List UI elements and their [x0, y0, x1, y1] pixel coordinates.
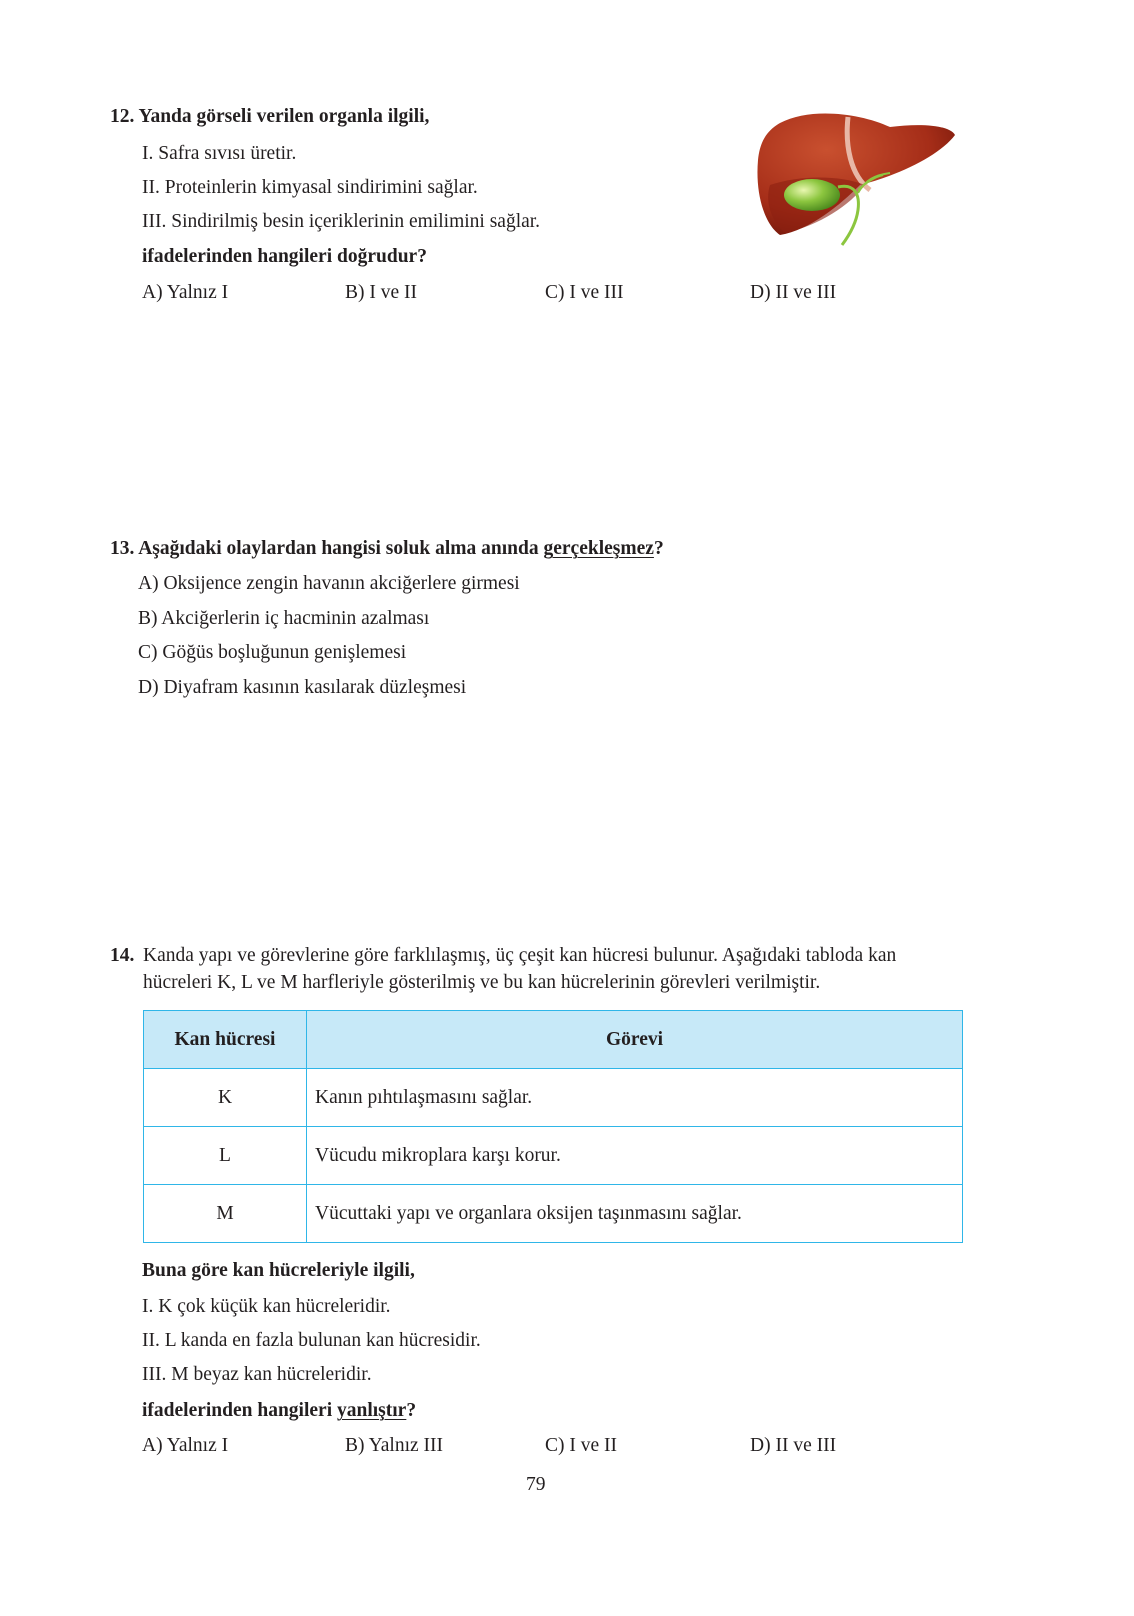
- header-cell-type: Kan hücresi: [144, 1011, 307, 1069]
- blood-cell-table: [143, 1010, 963, 1243]
- q12-option-c[interactable]: C) I ve III: [545, 282, 624, 303]
- table-row: [144, 1185, 963, 1243]
- liver-illustration: [750, 105, 965, 250]
- q13-stem-text: Aşağıdaki olaylardan hangisi soluk alma anında: [138, 538, 544, 559]
- q14-option-d[interactable]: D) II ve III: [750, 1435, 837, 1456]
- q13-option-b[interactable]: B) Akciğerlerin iç hacminin azalması: [138, 608, 430, 629]
- q12-option-b[interactable]: B) I ve II: [345, 282, 418, 303]
- q13-stem: [110, 537, 664, 561]
- q14-number: 14.: [110, 945, 135, 966]
- cell-function: Vücuttaki yapı ve organlara oksijen taşınmasını sağlar.: [307, 1185, 963, 1243]
- q13-number: 13.: [110, 538, 135, 559]
- q13-stem-emphasis: gerçekleşmez: [543, 538, 654, 559]
- page-number: 79: [526, 1474, 546, 1495]
- q14-question-emphasis: yanlıştır: [337, 1400, 407, 1421]
- q14-intro-line2: hücreleri K, L ve M harfleriyle gösterilmiş ve bu kan hücrelerinin görevleri verilmiştir.: [143, 972, 821, 993]
- q14-question-text: ifadelerinden hangileri: [142, 1400, 337, 1421]
- header-cell-function: Görevi: [307, 1011, 963, 1069]
- q13-option-d[interactable]: D) Diyafram kasının kasılarak düzleşmesi: [138, 677, 467, 698]
- q12-stem: [110, 105, 429, 129]
- cell-function: Vücudu mikroplara karşı korur.: [307, 1127, 963, 1185]
- cell-letter: K: [144, 1069, 307, 1127]
- table-row: [144, 1069, 963, 1127]
- q14-option-a[interactable]: A) Yalnız I: [142, 1435, 229, 1456]
- cell-letter: M: [144, 1185, 307, 1243]
- cell-function: Kanın pıhtılaşmasını sağlar.: [307, 1069, 963, 1127]
- q14-option-c[interactable]: C) I ve II: [545, 1435, 618, 1456]
- q14-statement-1: I. K çok küçük kan hücreleridir.: [142, 1296, 391, 1317]
- q14-question: [142, 1399, 416, 1423]
- q12-number: 12.: [110, 106, 135, 127]
- q14-option-b[interactable]: B) Yalnız III: [345, 1435, 444, 1456]
- q12-statement-2: II. Proteinlerin kimyasal sindirimini sağlar.: [142, 177, 478, 198]
- q12-stem-text: Yanda görseli verilen organla ilgili,: [138, 106, 430, 127]
- cell-letter: L: [144, 1127, 307, 1185]
- table-row: [144, 1127, 963, 1185]
- q13-stem-mark: ?: [653, 538, 664, 559]
- q14-statement-3: III. M beyaz kan hücreleridir.: [142, 1364, 372, 1385]
- q14-intro-line1: Kanda yapı ve görevlerine göre farklılaşmış, üç çeşit kan hücresi bulunur. Aşağıdaki tabloda kan: [143, 945, 897, 966]
- q13-option-a[interactable]: A) Oksijence zengin havanın akciğerlere girmesi: [138, 573, 520, 594]
- q14-question-mark: ?: [406, 1400, 417, 1421]
- q12-statement-3: III. Sindirilmiş besin içeriklerinin emilimini sağlar.: [142, 211, 541, 232]
- q12-option-a[interactable]: A) Yalnız I: [142, 282, 229, 303]
- q12-option-d[interactable]: D) II ve III: [750, 282, 837, 303]
- q14-lead: Buna göre kan hücreleriyle ilgili,: [142, 1260, 415, 1281]
- q12-question: ifadelerinden hangileri doğrudur?: [142, 246, 427, 267]
- q12-statement-1: I. Safra sıvısı üretir.: [142, 143, 297, 164]
- q14-statement-2: II. L kanda en fazla bulunan kan hücresidir.: [142, 1330, 481, 1351]
- q13-option-c[interactable]: C) Göğüs boşluğunun genişlemesi: [138, 642, 407, 663]
- table-header-row: [144, 1011, 963, 1069]
